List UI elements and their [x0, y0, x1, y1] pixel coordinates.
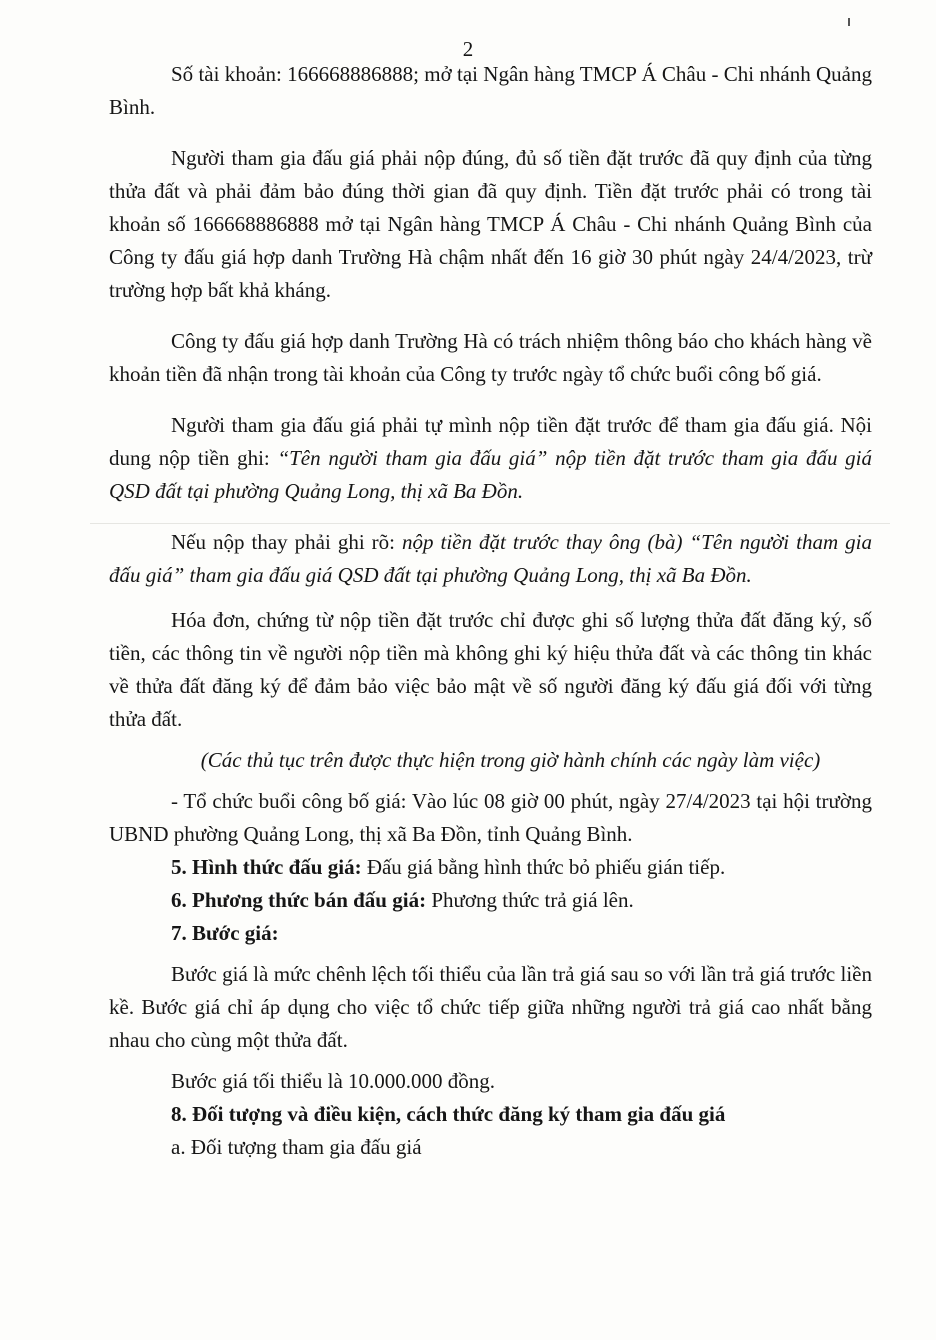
- proxy-payment-text: Nếu nộp thay phải ghi rõ:: [171, 530, 402, 554]
- account-paragraph: Số tài khoản: 166668886888; mở tại Ngân hàng TMCP Á Châu - Chi nhánh Quảng Bình.: [109, 62, 872, 119]
- section-6-text: Phương thức trả giá lên.: [426, 888, 634, 912]
- section-5-text: Đấu giá bằng hình thức bỏ phiếu gián tiếp.: [361, 855, 726, 879]
- scan-mark: [848, 18, 850, 26]
- document-body: [109, 58, 872, 1164]
- section-7-heading: 7. Bước giá:: [171, 921, 279, 945]
- section-6-label: 6. Phương thức bán đấu giá:: [171, 888, 427, 912]
- invoice-paragraph: Hóa đơn, chứng từ nộp tiền đặt trước chỉ được ghi số lượng thửa đất đăng ký, số tiền, các thông tin về người nộp tiền mà không ghi ký hiệu thửa đất và các thông tin khác về thửa đất đăng ký để đảm bảo việc bảo mật về số người đăng ký đấu giá đối với từng thửa đất.: [109, 608, 872, 731]
- notification-paragraph: Công ty đấu giá hợp danh Trường Hà có trách nhiệm thông báo cho khách hàng về khoản tiền đã nhận trong tài khoản của Công ty trước ngày tổ chức buổi công bố giá.: [109, 329, 872, 386]
- deposit-requirement-paragraph: Người tham gia đấu giá phải nộp đúng, đủ số tiền đặt trước đã quy định của từng thửa đất và phải đảm bảo đúng thời gian đã quy định. Tiền đặt trước phải có trong tài khoản số 166668886888 mở tại Ngân hàng TMCP Á Châu - Chi nhánh Quảng Bình của Công ty đấu giá hợp danh Trường Hà chậm nhất đến 16 giờ 30 phút ngày 24/4/2023, trừ trường hợp bất khả kháng.: [109, 146, 872, 302]
- minimum-step-paragraph: Bước giá tối thiểu là 10.000.000 đồng.: [171, 1069, 496, 1093]
- announcement-paragraph: - Tổ chức buổi công bố giá: Vào lúc 08 giờ 00 phút, ngày 27/4/2023 tại hội trường UBND phường Quảng Long, thị xã Ba Đồn, tỉnh Quảng Bình.: [109, 789, 872, 846]
- section-5: [109, 851, 872, 884]
- section-5-label: 5. Hình thức đấu giá:: [171, 855, 362, 879]
- payment-content-text: Người tham gia đấu giá phải tự mình nộp tiền đặt trước để tham gia đấu giá. Nội dung nộp tiền ghi:: [109, 413, 872, 470]
- payment-content-italic: “Tên người tham gia đấu giá” nộp tiền đặt trước tham gia đấu giá QSD đất tại phường Quảng Long, thị xã Ba Đồn.: [109, 446, 872, 503]
- section-6: [109, 884, 872, 917]
- subsection-a: a. Đối tượng tham gia đấu giá: [171, 1135, 422, 1159]
- proxy-payment-italic: nộp tiền đặt trước thay ông (bà) “Tên người tham gia đấu giá” tham gia đấu giá QSD đất tại phường Quảng Long, thị xã Ba Đồn.: [109, 530, 872, 587]
- price-step-paragraph: Bước giá là mức chênh lệch tối thiểu của lần trả giá sau so với lần trả giá trước liền kề. Bước giá chỉ áp dụng cho việc tổ chức tiếp giữa những người trả giá cao nhất bằng nhau cho cùng một thửa đất.: [109, 962, 872, 1052]
- page-number: 2: [462, 37, 474, 61]
- section-8-heading: 8. Đối tượng và điều kiện, cách thức đăng ký tham gia đấu giá: [171, 1102, 726, 1126]
- proxy-payment-paragraph: [109, 526, 872, 592]
- working-hours-note: (Các thủ tục trên được thực hiện trong giờ hành chính các ngày làm việc): [200, 748, 821, 772]
- payment-content-paragraph: [109, 409, 872, 508]
